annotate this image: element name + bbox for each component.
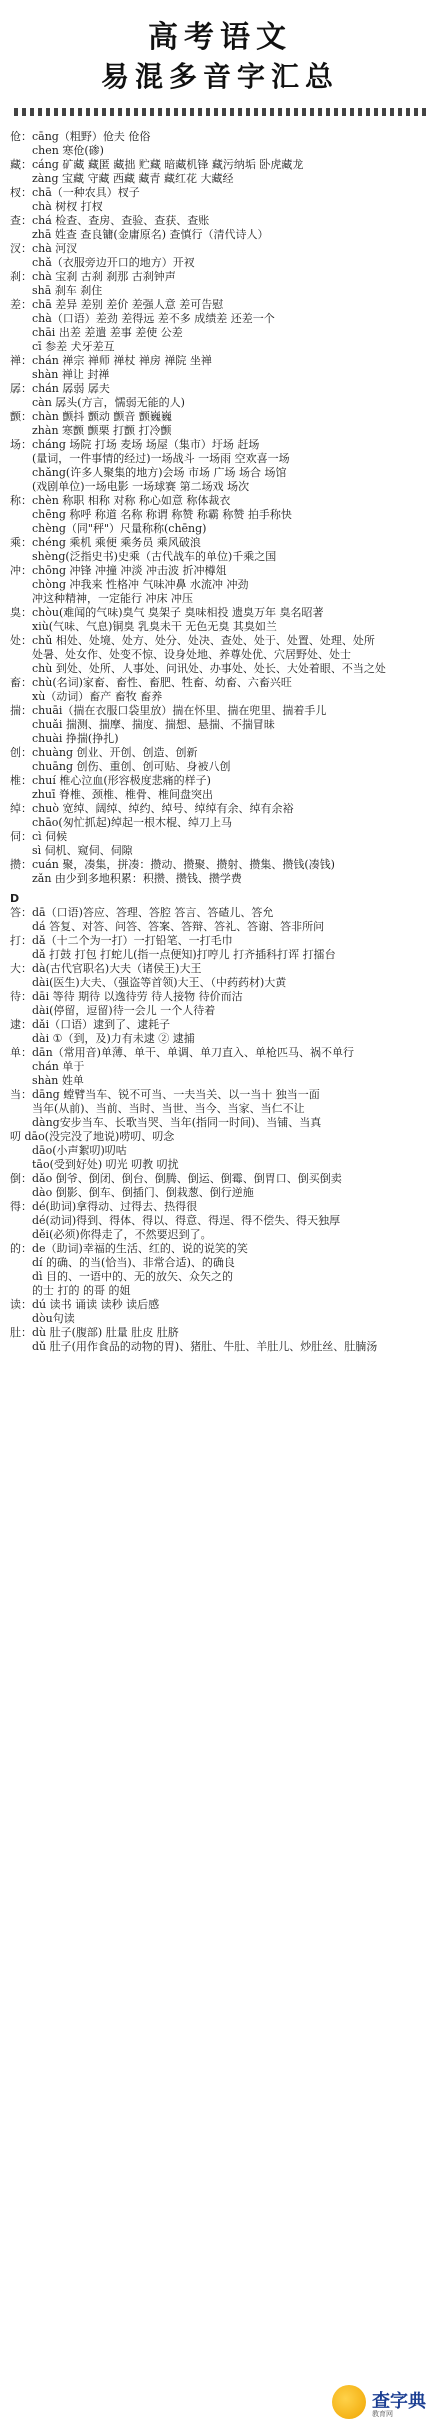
entry-line: 冲：chōng 冲锋 冲撞 冲淡 冲击波 折冲樽俎 xyxy=(10,564,227,577)
entry-line: 称：chèn 称职 相称 对称 称心如意 称体裁衣 xyxy=(10,494,231,507)
entry-line: 肚：dù 肚子(腹部) 肚量 肚皮 肚脐 xyxy=(10,1326,179,1339)
entry-line: 处暑、处女作、处变不惊、设身处地、养尊处优、穴居野处、处士 xyxy=(32,648,351,661)
entry-line: zhàn 寒颤 颤栗 打颤 打冷颤 xyxy=(32,424,172,437)
entry-line: 场：cháng 场院 打场 麦场 场屋（集市）圩场 赶场 xyxy=(10,438,260,451)
entry-line: 查：chá 检查、查房、查验、查获、查账 xyxy=(10,214,210,227)
entry-line: (戏剧单位)一场电影 一场球赛 第二场戏 场次 xyxy=(32,480,250,493)
entry-line: chán 单于 xyxy=(32,1060,85,1073)
entry-line: dá 答复、对答、问答、答案、答辩、答礼、答谢、答非所问 xyxy=(32,920,325,933)
entry-line: 读：dú 读书 诵读 读秒 读后感 xyxy=(10,1298,160,1311)
page-title: 高考语文 xyxy=(148,20,292,55)
entry-line: 伧：cāng（粗野）伧夫 伧俗 xyxy=(10,130,151,143)
entry-line: dào 倒影、倒车、倒插门、倒栽葱、倒行逆施 xyxy=(32,1186,254,1199)
entry-line: 绰：chuò 宽绰、阔绰、绰约、绰号、绰绰有余、绰有余裕 xyxy=(10,802,294,815)
entry-line: zhā 姓查 查良镛(金庸原名) 查慎行（清代诗人） xyxy=(32,228,269,241)
entry-line: chāo(匆忙抓起)绰起一根木棍、绰刀上马 xyxy=(32,816,233,829)
title-block xyxy=(0,0,440,96)
entry-line: chà 树杈 打杈 xyxy=(32,200,103,213)
entry-line: 揣：chuāi（揣在衣服口袋里放）揣在怀里、揣在兜里、揣着手儿 xyxy=(10,704,327,717)
entry-line: 刹：chà 宝刹 古刹 刹那 古刹钟声 xyxy=(10,270,176,283)
entry-line: sì 伺机、窥伺、伺隙 xyxy=(32,844,133,857)
entry-line: chù 到处、处所、人事处、问讯处、办事处、处长、大处着眼、不当之处 xyxy=(32,662,386,675)
entry-line: 待：dāi 等待 期待 以逸待劳 待人接物 待价而沽 xyxy=(10,990,243,1003)
site-logo xyxy=(332,2383,432,2423)
entry-line: chèng（同"秤"）尺量称称(chēng) xyxy=(32,522,207,535)
entry-line: chuài 挣揣(挣扎) xyxy=(32,732,119,745)
entry-line: 臭：chòu(难闻的气味)臭气 臭架子 臭味相投 遗臭万年 臭名昭著 xyxy=(10,606,324,619)
entry-line: dàng安步当车、长歌当哭、当年(指同一时间)、当铺、当真 xyxy=(32,1116,322,1129)
entry-line: xiù(气味、气息)铜臭 乳臭未干 无色无臭 其臭如兰 xyxy=(32,620,277,633)
entry-line: dǔ 肚子(用作食品的动物的胃)、猪肚、牛肚、羊肚儿、炒肚丝、肚腩汤 xyxy=(32,1340,378,1353)
entry-line: děi(必须)你得走了，不然要迟到了。 xyxy=(32,1228,212,1241)
entry-line: 打：dǎ（十二个为一打）一打铅笔、一打毛巾 xyxy=(10,934,233,947)
entry-line: 叨 dāo(没完没了地说)唠叨、叨念 xyxy=(10,1130,175,1143)
entry-line: 创：chuàng 创业、开创、创造、创新 xyxy=(10,746,198,759)
entry-line: shàn 姓单 xyxy=(32,1074,84,1087)
entry-line: 当：dāng 螳臂当车、锐不可当、一夫当关、以一当十 独当一面 xyxy=(10,1088,320,1101)
entry-line: zǎn 由少到多地积累：积攒、攒钱、攒学费 xyxy=(32,872,242,885)
entry-line: 畜：chù(名词)家畜、畜性、畜肥、牲畜、幼畜、六畜兴旺 xyxy=(10,676,292,689)
entry-line: càn 孱头(方言，懦弱无能的人) xyxy=(32,396,185,409)
entry-line: 攒：cuán 聚，凑集，拼凑：攒动、攒聚、攒射、攒集、攒钱(凑钱) xyxy=(10,858,335,871)
entry-line: (量词，一件事情的经过)一场战斗 一场雨 空欢喜一场 xyxy=(32,452,290,465)
entry-line: 单：dān（常用音)单薄、单干、单调、单刀直入、单枪匹马、祸不单行 xyxy=(10,1046,354,1059)
entry-line: dài(医生)大夫、（强盗等首领)大王、（中药药材)大黄 xyxy=(32,976,287,989)
entry-line: chēng 称呼 称道 名称 称谓 称赞 称霸 称赞 拍手称快 xyxy=(32,508,292,521)
entry-line: zhuī 脊椎、颈椎、椎骨、椎间盘突出 xyxy=(32,788,213,801)
entry-line: 冲这种精神，一定能行 冲床 冲压 xyxy=(32,592,193,605)
logo-name: 查字典 xyxy=(372,2391,426,2412)
entry-line: 处：chǔ 相处、处境、处方、处分、处决、查处、处于、处置、处理、处所 xyxy=(10,634,375,647)
entry-line: chà（口语）差劲 差得远 差不多 成绩差 还差一个 xyxy=(32,312,275,325)
entry-line: 逮：dǎi（口语）逮到了、逮耗子 xyxy=(10,1018,171,1031)
entry-line: shā 刹车 刹住 xyxy=(32,284,103,297)
entry-line: 孱：chán 孱弱 孱夫 xyxy=(10,382,110,395)
entry-line: 乘：chéng 乘机 乘便 乘务员 乘风破浪 xyxy=(10,536,201,549)
entry-line: dāo(小声絮叨)叨咕 xyxy=(32,1144,127,1157)
entry-line: chen 寒伧(碜) xyxy=(32,144,104,157)
entry-line: 当年(从前)、当前、当时、当世、当今、当家、当仁不让 xyxy=(32,1102,305,1115)
entry-line: zàng 宝藏 守藏 西藏 藏青 藏红花 大藏经 xyxy=(32,172,234,185)
entry-line: 颤：chàn 颤抖 颤动 颤音 颤巍巍 xyxy=(10,410,172,423)
entry-line: 禅：chán 禅宗 禅师 禅杖 禅房 禅院 坐禅 xyxy=(10,354,212,367)
entry-line: tāo(受到好处) 叨光 叨教 叨扰 xyxy=(32,1158,179,1171)
entry-line: chòng 冲我来 性格冲 气味冲鼻 水流冲 冲劲 xyxy=(32,578,249,591)
entry-line: dǎ 打鼓 打包 打蛇儿(指一点便知)打哼儿 打齐插科打诨 打擂台 xyxy=(32,948,336,961)
entry-line: chuǎi 揣测、揣摩、揣度、揣想、悬揣、不揣冒昧 xyxy=(32,718,275,731)
logo-subtitle: 教育网 xyxy=(372,2410,393,2418)
entry-list xyxy=(0,116,440,1354)
entry-line: 差：chā 差异 差别 差价 差强人意 差可告慰 xyxy=(10,298,224,311)
entry-line: dài(停留，逗留)待一会儿 一个人待着 xyxy=(32,1004,216,1017)
entry-line: 倒：dǎo 倒爷、倒闭、倒台、倒腾、倒运、倒霉、倒胃口、倒买倒卖 xyxy=(10,1172,342,1185)
entry-line: dài ①（到，及)力有未逮 ② 逮捕 xyxy=(32,1032,195,1045)
logo-mascot-icon xyxy=(332,2385,366,2419)
entry-line: 杈：chā（一种农具）杈子 xyxy=(10,186,140,199)
entry-line: 汊：chà 河汊 xyxy=(10,242,78,255)
entry-line: 大：dà(古代官职名)大夫（诸侯王)大王 xyxy=(10,962,202,975)
entry-line: chǎ（衣服旁边开口的地方）开衩 xyxy=(32,256,195,269)
entry-line: 椎：chuí 椎心泣血(形容极度悲痛的样子) xyxy=(10,774,211,787)
dotted-divider xyxy=(14,108,426,116)
section-letter: D xyxy=(10,892,20,905)
entry-line: 答：dā（口语)答应、答理、答腔 答言、答碴儿、答允 xyxy=(10,906,274,919)
entry-line: 的士 打的 的哥 的姐 xyxy=(32,1284,131,1297)
entry-line: shàn 禅让 封禅 xyxy=(32,368,110,381)
entry-line: shèng(泛指史书)史乘（古代战车的单位)千乘之国 xyxy=(32,550,277,563)
entry-line: dé(动词)得到、得体、得以、得意、得逞、得不偿失、得天独厚 xyxy=(32,1214,341,1227)
entry-line: 伺：cì 伺候 xyxy=(10,830,68,843)
entry-line: 的：de（助词)幸福的生活、红的、说的说笑的笑 xyxy=(10,1242,248,1255)
entry-line: chāi 出差 差遣 差事 差使 公差 xyxy=(32,326,183,339)
entry-line: cī 参差 犬牙差互 xyxy=(32,340,115,353)
entry-line: dí 的确、的当(恰当)、非常合适)、的确良 xyxy=(32,1256,235,1269)
entry-line: chuāng 创伤、重创、创可贴、身被八创 xyxy=(32,760,231,773)
entry-line: 得：dé(助词)拿得动、过得去、热得很 xyxy=(10,1200,198,1213)
entry-line: dì 目的、一语中的、无的放矢、众矢之的 xyxy=(32,1270,234,1283)
page-subtitle: 易混多音字汇总 xyxy=(100,60,339,93)
entry-line: 藏：cáng 矿藏 藏匿 藏拙 贮藏 暗藏机锋 藏污纳垢 卧虎藏龙 xyxy=(10,158,304,171)
entry-line: chǎng(许多人聚集的地方)会场 市场 广场 场合 场馆 xyxy=(32,466,287,479)
entry-line: dòu句读 xyxy=(32,1312,75,1325)
entry-line: xù（动词）畜产 畜牧 畜养 xyxy=(32,690,163,703)
